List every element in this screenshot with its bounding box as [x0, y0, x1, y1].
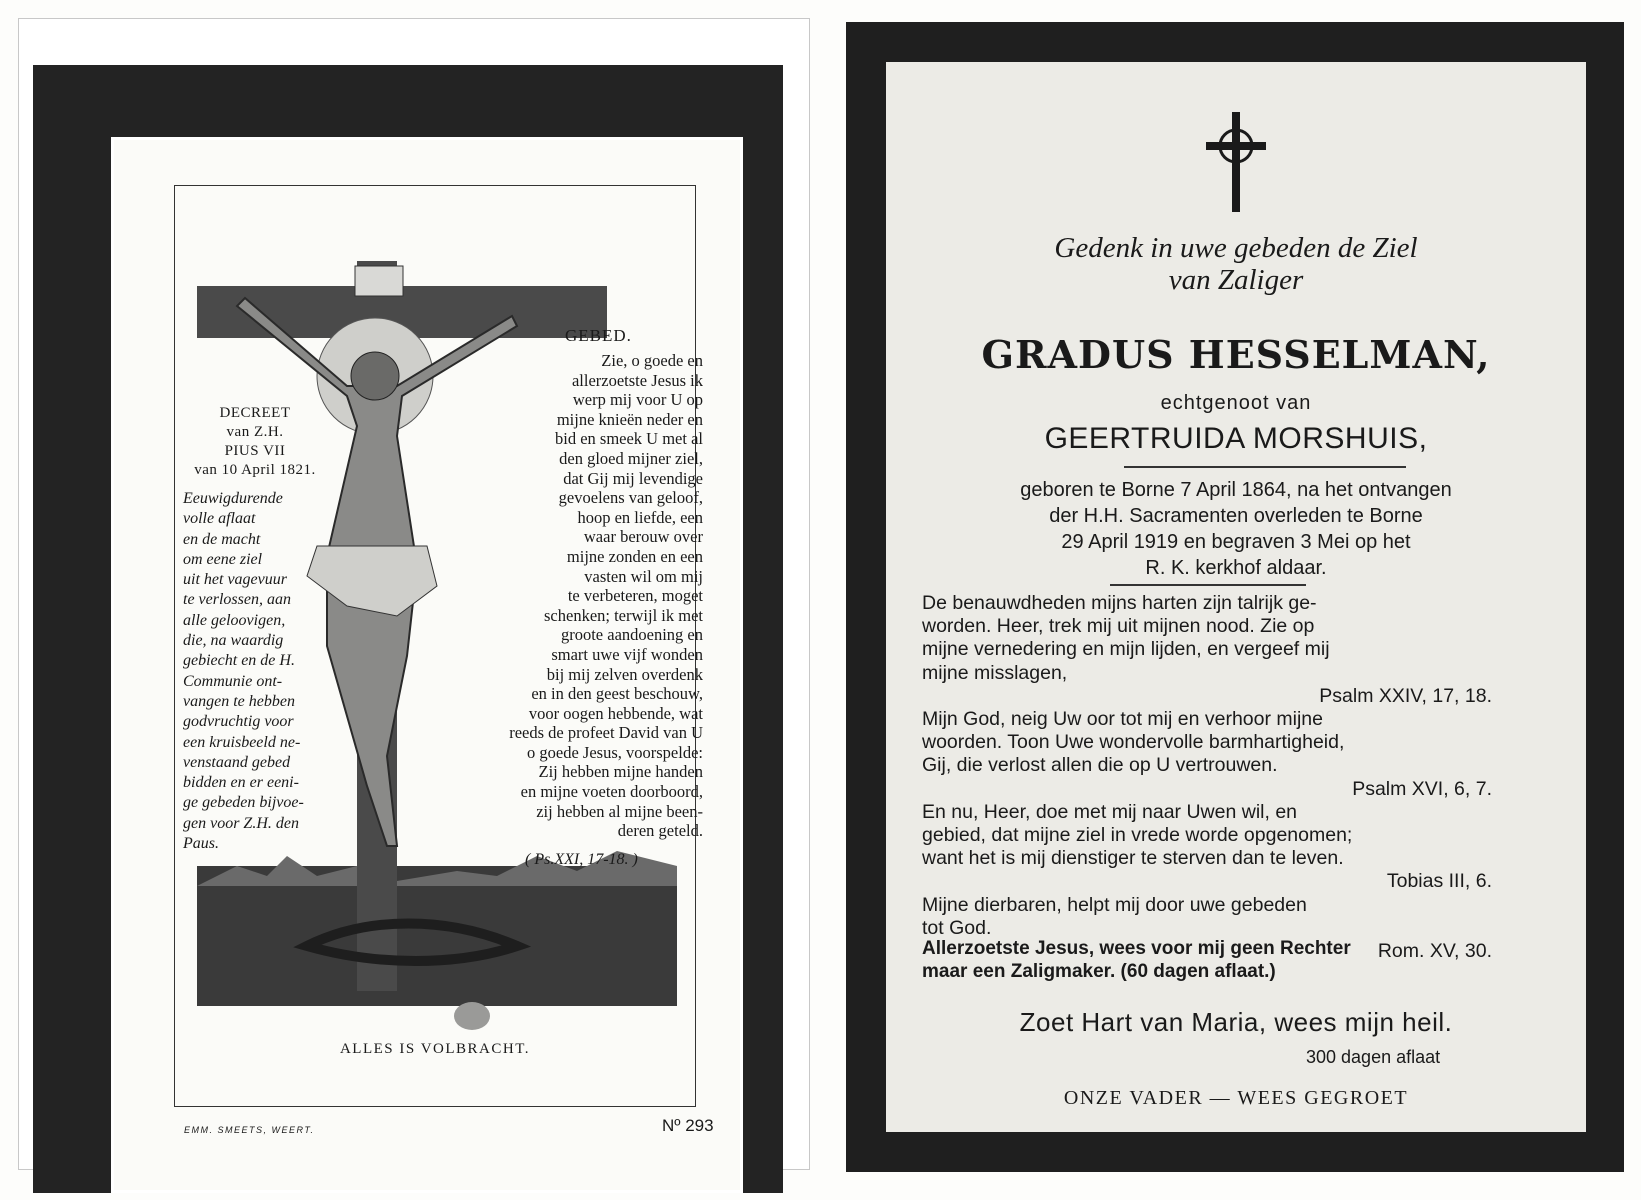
prayer-title: GEBED.	[565, 326, 632, 345]
psalm-passage: En nu, Heer, doe met mij naar Uwen wil, en gebied, dat mijne ziel in vrede worde opgenomen; want het is mij dienstiger te sterven dan te leven.	[922, 800, 1353, 870]
decree-heading: DECREET van Z.H. PIUS VII van 10 April 1821.	[194, 405, 316, 478]
psalm-passage: Mijne dierbaren, helpt mij door uwe gebeden tot God.	[922, 893, 1307, 939]
spouse-label: echtgenoot van	[1160, 392, 1312, 414]
scripture-passages	[922, 592, 1492, 963]
remembrance-heading: Gedenk in uwe gebeden de Ziel van Zaliger	[1054, 232, 1418, 296]
left-prayer-card	[18, 18, 810, 1170]
psalm-reference: Psalm XVI, 6, 7.	[1352, 777, 1492, 800]
engraving-frame	[174, 185, 703, 1107]
right-card-inner	[886, 62, 1586, 1132]
spouse-name: GEERTRUIDA MORSHUIS,	[1044, 422, 1428, 455]
marian-invocation: Zoet Hart van Maria, wees mijn heil.	[1019, 1007, 1453, 1037]
closing-prayers: ONZE VADER — WEES GEGROET	[1063, 1087, 1409, 1109]
head	[351, 352, 399, 400]
psalm-reference: ( Ps.XXI, 17-18. )	[525, 851, 638, 868]
life-dates: geboren te Borne 7 April 1864, na het ontvangen der H.H. Sacramenten overleden te Borne 29 April 1919 en begraven 3 Mei op het R. K. kerkhof aldaar.	[1020, 479, 1452, 579]
prayer-text: Zie, o goede en allerzoetste Jesus ik werp mij voor U op mijne knieën neder en bid en smeek U met al den gloed mijner ziel, dat Gij mij levendige gevoelens van geloof, hoop en liefde, een waar berouw over mijne zonden en een vasten wil om mij te verbeteren, moget schenken; terwijl ik met groote aandoening en smart uwe vijf wonden bij mij zelven overdenk en in den geest beschouw, voor oogen hebbende, wat reeds de profeet David van U o goede Jesus, voorspelde: Zij hebben mijne handen en mijne voeten doorboord, zij hebben al mijne been- deren geteld.	[509, 351, 703, 841]
psalm-reference: Tobias III, 6.	[1386, 870, 1492, 893]
decree-text: Eeuwigdurende volle aflaat en de macht om eene ziel uit het vagevuur te verlossen, aan alle geloovigen, die, na waardig gebiecht en de H. Communie ont- vangen te hebben godvruchtig voor een kruisbeeld ne- venstaand gebed bidden en er eeni- ge gebeden bijvoe- gen voor Z.H. den Paus.	[183, 490, 304, 853]
card-number: Nº 293	[662, 1116, 714, 1135]
indulgence-days: 300 dagen aflaat	[1306, 1047, 1441, 1067]
divider	[1124, 466, 1406, 468]
inri-plaque	[355, 266, 403, 296]
psalm-passage: De benauwdheden mijns harten zijn talrijk ge- worden. Heer, trek mij uit mijnen nood. Zie op mijne vernedering en mijn lijden, en vergeef mij mijne misslagen,	[922, 592, 1330, 684]
left-card-inner	[111, 137, 743, 1193]
deceased-name: GRADUS HESSELMAN,	[981, 332, 1491, 377]
divider	[1110, 584, 1306, 586]
right-memorial-card	[846, 22, 1624, 1172]
indulgence-prayer: Allerzoetste Jesus, wees voor mij geen Rechter maar een Zaligmaker. (60 dagen aflaat.)	[922, 938, 1351, 982]
landscape-ground	[197, 866, 677, 1006]
psalm-reference: Psalm XXIV, 17, 18.	[1319, 684, 1492, 707]
printer-credit: EMM. SMEETS, WEERT.	[184, 1125, 315, 1135]
psalm-passage: Mijn God, neig Uw oor tot mij en verhoor mijne woorden. Toon Uwe wondervolle barmhartigheid, Gij, die verlost allen die op U vertrouwen.	[922, 708, 1345, 777]
skull	[454, 1002, 490, 1030]
cross-icon	[1206, 112, 1266, 212]
psalm-reference: Rom. XV, 30.	[1377, 940, 1492, 963]
engraving-caption: ALLES IS VOLBRACHT.	[339, 1041, 531, 1057]
